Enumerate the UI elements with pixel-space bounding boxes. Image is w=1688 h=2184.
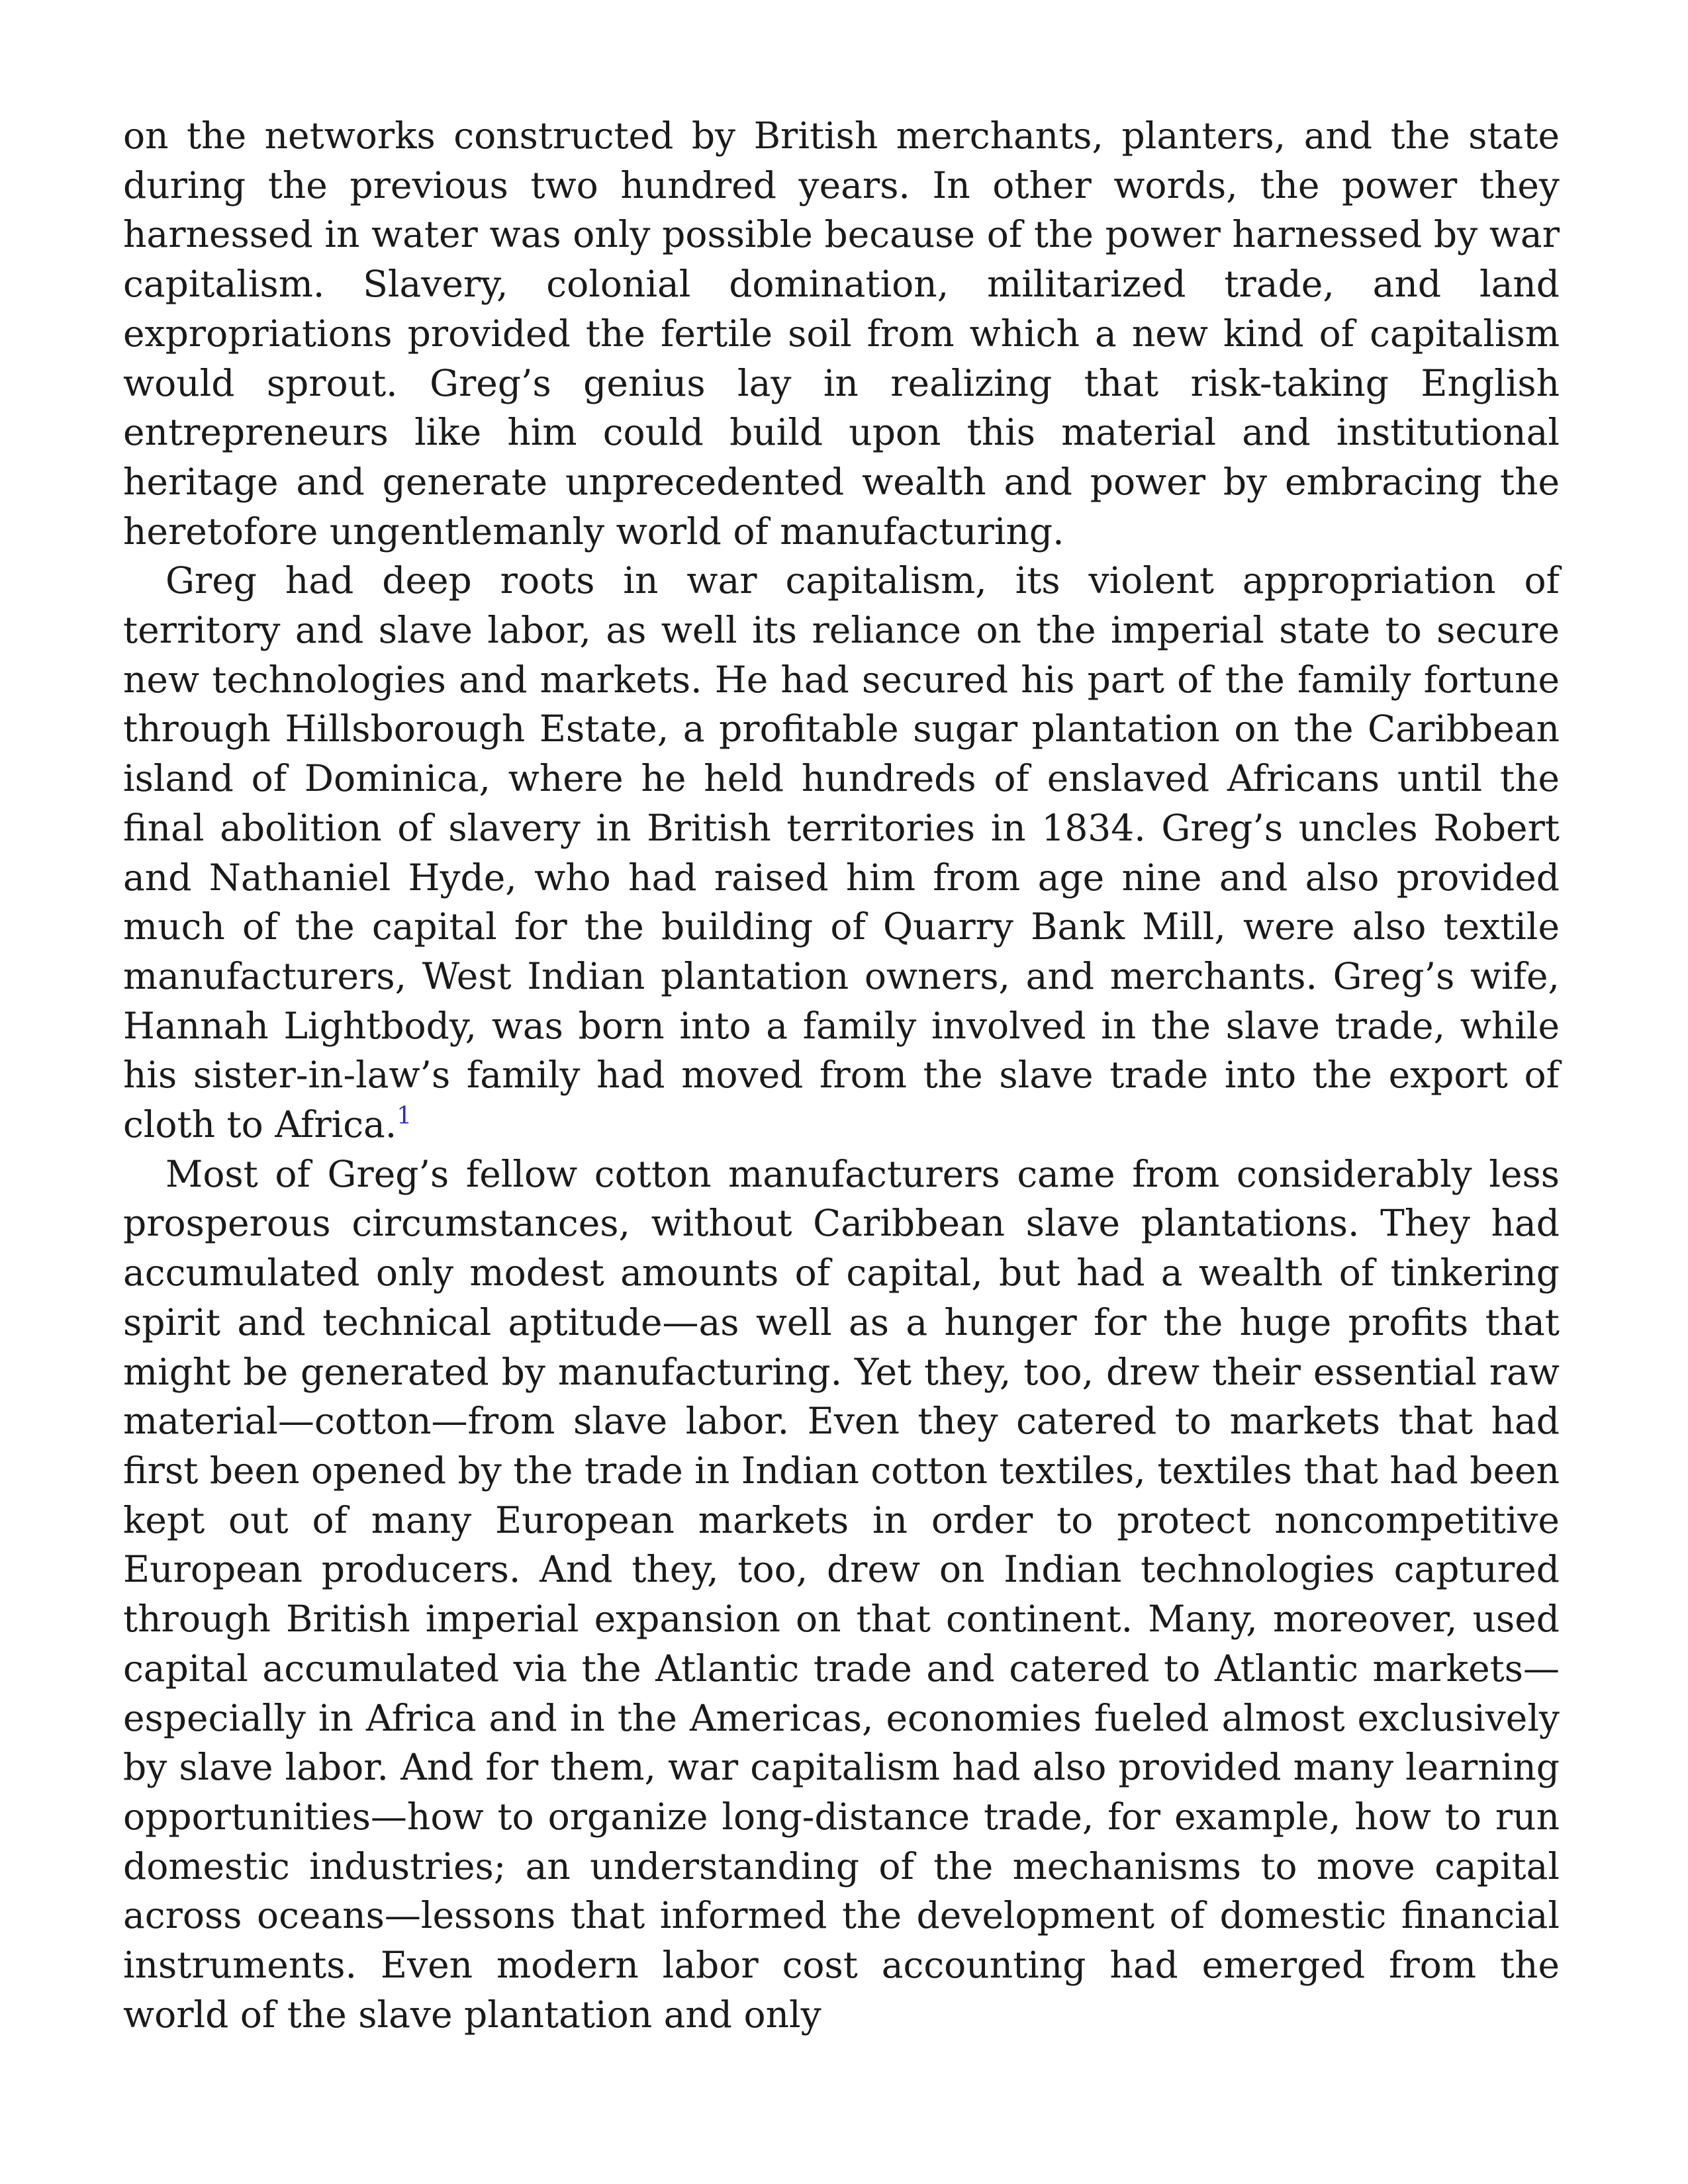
footnote-link[interactable]: 1: [397, 1103, 412, 1130]
paragraph-2-text: Greg had deep roots in war capitalism, its violent appropriation of territory and slave labor, as well its reliance on the imperial state to secure new technologies and markets. He had secured his part of the family fortune through Hillsborough Estate, a profitable sugar plantation on the Caribbean island of Dominica, where he held hundreds of enslaved Africans until the final abolition of slavery in British territories in 1834. Greg’s uncles Robert and Nathaniel Hyde, who had raised him from age nine and also provided much of the capital for the building of Quarry Bank Mill, were also textile manufacturers, West Indian plantation owners, and merchants. Greg’s wife, Hannah Lightbody, was born into a family involved in the slave trade, while his sister-in-law’s family had moved from the slave trade into the export of cloth to Africa.: [123, 559, 1560, 1146]
paragraph-2: [123, 556, 1560, 1149]
paragraph-3: Most of Greg’s fellow cotton manufacturers came from considerably less prosperous circumstances, without Caribbean slave plantations. They had accumulated only modest amounts of capital, but had a wealth of tinkering spirit and technical aptitude—as well as a hunger for the huge profits that might be generated by manufacturing. Yet they, too, drew their essential raw material—cotton—from slave labor. Even they catered to markets that had first been opened by the trade in Indian cotton textiles, textiles that had been kept out of many European markets in order to protect noncompetitive European producers. And they, too, drew on Indian technologies captured through British imperial expansion on that continent. Many, moreover, used capital accumulated via the Atlantic trade and catered to Atlantic markets—especially in Africa and in the Americas, economies fueled almost exclusively by slave labor. And for them, war capitalism had also provided many learning opportunities—how to organize long-distance trade, for example, how to run domestic industries; an understanding of the mechanisms to move capital across oceans—lessons that informed the development of domestic financial instruments. Even modern labor cost accounting had emerged from the world of the slave plantation and only: [123, 1152, 1560, 2036]
paragraph-1: on the networks constructed by British merchants, planters, and the state during the previous two hundred years. In other words, the power they harnessed in water was only possible because of the power harnessed by war capitalism. Slavery, colonial domination, militarized trade, and land expropriations provided the fertile soil from which a new kind of capitalism would sprout. Greg’s genius lay in realizing that risk-taking English entrepreneurs like him could build upon this material and institutional heritage and generate unprecedented wealth and power by embracing the heretofore ungentlemanly world of manufacturing.: [123, 114, 1560, 553]
page-body: [123, 111, 1560, 2039]
